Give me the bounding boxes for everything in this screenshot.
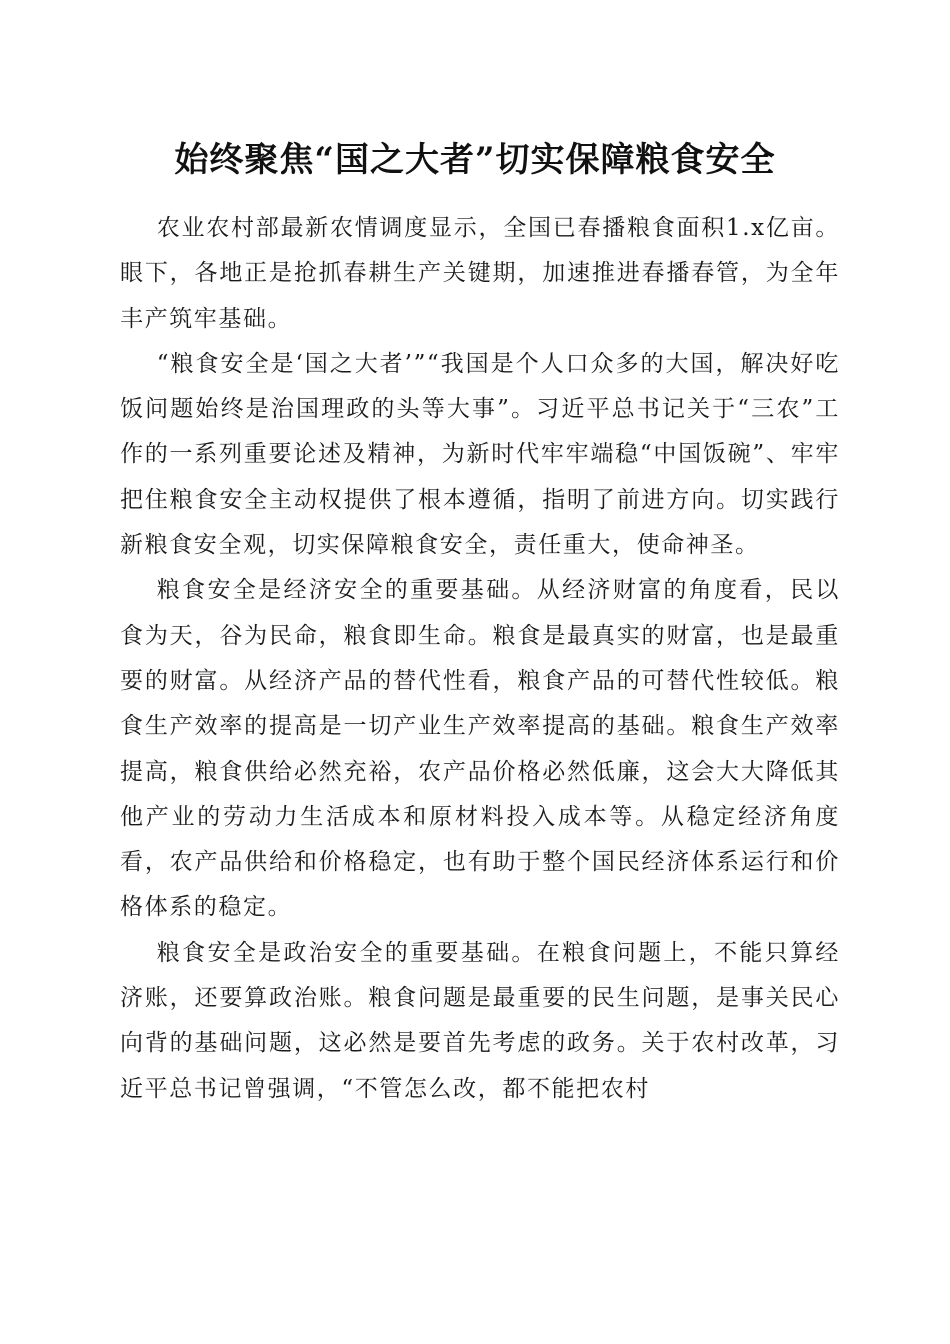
- paragraph: 粮食安全是政治安全的重要基础。在粮食问题上，不能只算经济账，还要算政治账。粮食问题是最重要的民生问题，是事关民心向背的基础问题，这必然是要首先考虑的政务。关于农村改革，习近平总书记曾强调，“不管怎么改，都不能把农村: [120, 939, 840, 1102]
- document-body: [120, 206, 840, 1112]
- paragraph: 农业农村部最新农情调度显示，全国已春播粮食面积1.x亿亩。眼下，各地正是抢抓春耕生产关键期，加速推进春播春管，为全年丰产筑牢基础。: [120, 215, 840, 332]
- paragraph: 粮食安全是经济安全的重要基础。从经济财富的角度看，民以食为天，谷为民命，粮食即生命。粮食是最真实的财富，也是最重要的财富。从经济产品的替代性看，粮食产品的可替代性较低。粮食生产效率的提高是一切产业生产效率提高的基础。粮食生产效率提高，粮食供给必然充裕，农产品价格必然低廉，这会大大降低其他产业的劳动力生活成本和原材料投入成本等。从稳定经济角度看，农产品供给和价格稳定，也有助于整个国民经济体系运行和价格体系的稳定。: [120, 577, 840, 921]
- document-title: 始终聚焦“国之大者”切实保障粮食安全: [174, 140, 776, 180]
- paragraph: “粮食安全是‘国之大者’”“我国是个人口众多的大国，解决好吃饭问题始终是治国理政的头等大事”。习近平总书记关于“三农”工作的一系列重要论述及精神，为新时代牢牢端稳“中国饭碗”、牢牢把住粮食安全主动权提供了根本遵循，指明了前进方向。切实践行新粮食安全观，切实保障粮食安全，责任重大，使命神圣。: [120, 350, 840, 559]
